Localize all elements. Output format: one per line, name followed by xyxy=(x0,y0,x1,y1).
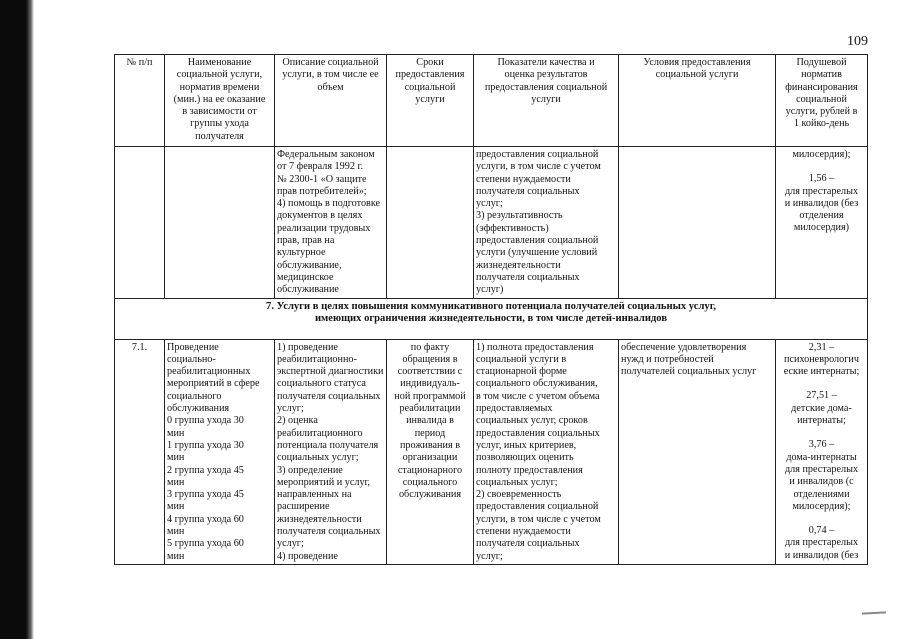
text-line: детские дома- xyxy=(791,402,852,414)
text-line: услуг; xyxy=(476,550,503,562)
text-line: и инвалидов (без xyxy=(784,197,859,209)
text-line: нужд и потребностей xyxy=(621,353,714,365)
text-line: дома-интернаты xyxy=(786,451,857,463)
service-norm-cell xyxy=(776,339,868,564)
text-line: отделения xyxy=(799,210,844,222)
cont-norm-cell xyxy=(776,147,868,299)
text-line: предоставления социальной xyxy=(484,81,608,93)
text-line: предоставления xyxy=(395,69,465,81)
header-terms xyxy=(387,55,474,147)
text-line: и инвалидов (без xyxy=(784,549,859,561)
text-line: обслуживания xyxy=(398,489,462,501)
text-line: 3) результативность xyxy=(476,210,563,222)
text-line xyxy=(778,161,865,173)
text-line: социального xyxy=(167,390,222,402)
text-line: предоставления социальной xyxy=(476,501,599,513)
text-line: социальных услуг, сроков xyxy=(476,415,588,427)
text-line: получателя xyxy=(195,130,244,142)
text-line: проживания в xyxy=(399,439,461,451)
text-line: психоневрологич xyxy=(784,353,859,365)
text-line: услуги, рублей в xyxy=(785,106,858,118)
text-line: милосердия) xyxy=(793,222,850,234)
text-line: предоставления социальной xyxy=(476,149,599,160)
text-line: 1) полнота предоставления xyxy=(476,341,594,353)
section-title xyxy=(115,298,868,339)
text-line: Подушевой xyxy=(796,57,847,68)
text-line: социальных услуг; xyxy=(277,452,359,464)
margin-mark xyxy=(862,611,886,614)
cont-quality-cell xyxy=(474,147,619,299)
text-line: предоставляемых xyxy=(476,403,553,415)
text-line: позволяющих оценить xyxy=(476,452,574,464)
text-line: социального обслуживания, xyxy=(476,378,598,390)
text-line: социальной услуги в xyxy=(476,353,567,365)
text-line: мин xyxy=(167,427,185,439)
text-line: полноту предоставления xyxy=(476,464,583,476)
text-line: экспертной диагностики xyxy=(277,366,384,378)
text-line: степени нуждаемости xyxy=(476,526,571,538)
text-line: культурное xyxy=(277,247,326,259)
text-line xyxy=(778,427,865,439)
text-line: ной программой xyxy=(394,390,466,402)
text-line: социального статуса xyxy=(277,378,366,390)
text-line: социального xyxy=(402,476,458,488)
text-line: получателя социальных xyxy=(277,526,381,538)
service-row-7-1 xyxy=(115,339,868,564)
text-line: мероприятий в сфере xyxy=(167,378,260,390)
text-line: обслуживание xyxy=(277,284,339,296)
text-line: 4 группа ухода 60 xyxy=(167,513,244,525)
text-line: стационарного xyxy=(397,464,463,476)
text-line: жизнедеятельности xyxy=(277,513,362,525)
text-line: 1 группа ухода 30 xyxy=(167,439,244,451)
text-line: имеющих ограничения жизнедеятельности, в том числе детей-инвалидов xyxy=(314,312,668,324)
text-line: направленных на xyxy=(277,489,352,501)
text-line: предоставления социальной xyxy=(476,235,599,247)
text-line: интернаты; xyxy=(797,415,846,427)
text-line: получателя социальных xyxy=(476,271,580,283)
text-line: реабилитационного xyxy=(277,427,363,439)
text-line: социальной xyxy=(404,81,456,93)
text-line: Показатели качества и xyxy=(497,57,595,68)
text-line: милосердия); xyxy=(792,149,851,160)
text-line: соответствии с xyxy=(397,366,463,378)
text-line: услуг; xyxy=(277,538,304,550)
text-line: Наименование xyxy=(187,57,252,68)
text-line: для престарелых xyxy=(784,537,859,549)
text-line: документов в целях xyxy=(277,210,363,222)
service-terms-cell xyxy=(387,339,474,564)
text-line: медицинское xyxy=(277,271,334,283)
scan-dark-edge xyxy=(0,0,34,639)
text-line: реализации трудовых xyxy=(277,222,371,234)
text-line: социальной xyxy=(796,93,847,105)
text-line: обращения в xyxy=(402,353,458,365)
text-line: период xyxy=(414,427,446,439)
text-line xyxy=(778,378,865,390)
text-line: получателя социальных xyxy=(277,390,381,402)
header-norm xyxy=(776,55,868,147)
text-line: и инвалидов (с xyxy=(789,476,854,488)
text-line: услуги, в том числе с учетом xyxy=(476,513,601,525)
text-line: инвалида в xyxy=(406,415,454,427)
table-header-row xyxy=(115,55,868,147)
text-line: Проведение xyxy=(167,341,219,353)
text-line: 4) проведение xyxy=(277,550,338,562)
text-line: 1,56 – xyxy=(808,173,835,185)
text-line: потенциала получателя xyxy=(277,439,379,451)
text-line: социальной услуги xyxy=(655,69,739,81)
text-line xyxy=(778,513,865,525)
cont-description-cell xyxy=(275,147,387,299)
text-line: для престарелых xyxy=(784,185,859,197)
header-number: № п/п xyxy=(115,55,165,147)
text-line: для престарелых xyxy=(784,463,859,475)
text-line: услуг; xyxy=(277,403,304,415)
text-line: услуг; xyxy=(476,198,503,210)
text-line: норматив xyxy=(801,69,842,81)
text-line: услуг) xyxy=(476,284,504,296)
text-line: в зависимости от xyxy=(182,106,257,118)
section-heading-row xyxy=(115,298,868,339)
text-line: расширение xyxy=(277,501,330,513)
text-line: прав, прав на xyxy=(277,235,335,247)
text-line: мин xyxy=(167,501,185,513)
text-line: 5 группа ухода 60 xyxy=(167,538,244,550)
header-description xyxy=(275,55,387,147)
text-line: 3) определение xyxy=(277,464,343,476)
text-line: Федеральным законом xyxy=(277,149,375,160)
text-line: (мин.) на ее оказание xyxy=(173,93,266,105)
text-line: (эффективность) xyxy=(476,222,549,234)
text-line: 27,51 – xyxy=(806,390,837,402)
text-line: 1 койко-день xyxy=(793,118,850,130)
text-line: мин xyxy=(167,550,185,562)
text-line: реабилитации xyxy=(399,403,461,415)
text-line: милосердия); xyxy=(792,500,851,512)
text-line: еские интернаты; xyxy=(783,366,860,378)
text-line: 0,74 – xyxy=(808,525,835,537)
service-number: 7.1. xyxy=(115,339,165,564)
text-line: по факту xyxy=(410,341,450,353)
text-line: 4) помощь в подготовке xyxy=(277,198,381,210)
continuation-row xyxy=(115,147,868,299)
text-line: услуги xyxy=(531,93,561,105)
text-line: 3 группа ухода 45 xyxy=(167,489,244,501)
text-line: социально- xyxy=(167,353,216,365)
text-line: 2 группа ухода 45 xyxy=(167,464,244,476)
text-line: отделениями xyxy=(793,488,850,500)
cont-conditions-cell xyxy=(619,147,776,299)
text-line: получателя социальных xyxy=(476,185,580,197)
text-line: предоставления социальных xyxy=(476,427,600,439)
header-quality xyxy=(474,55,619,147)
text-line: получателя социальных xyxy=(476,538,580,550)
text-line: услуги, в том числе с учетом xyxy=(476,161,601,173)
service-quality-cell xyxy=(474,339,619,564)
text-line: 1) проведение xyxy=(277,341,338,353)
text-line: стационарной форме xyxy=(476,366,567,378)
text-line: обеспечение удовлетворения xyxy=(621,341,747,353)
text-line: 2,31 – xyxy=(808,341,835,353)
text-line: организации xyxy=(402,452,458,464)
text-line: 7. Услуги в целях повышения коммуникативного потенциала получателей социальных услуг, xyxy=(266,300,716,312)
text-line: мин xyxy=(167,526,185,538)
text-line: 3,76 – xyxy=(808,439,835,451)
text-line: услуги, в том числе ее xyxy=(282,69,379,81)
text-line: реабилитационно- xyxy=(277,353,357,365)
service-name-cell xyxy=(165,339,275,564)
page-number: 109 xyxy=(847,34,868,49)
text-line: мин xyxy=(167,452,185,464)
text-line: 2) своевременность xyxy=(476,489,562,501)
text-line: Условия предоставления xyxy=(643,57,751,68)
text-line: группы ухода xyxy=(190,118,249,130)
text-line: жизнедеятельности xyxy=(476,259,561,271)
text-line: норматив времени xyxy=(179,81,260,93)
header-name xyxy=(165,55,275,147)
text-line: Описание социальной xyxy=(282,57,379,68)
text-line: услуги xyxy=(415,93,445,105)
text-line: социальной услуги, xyxy=(176,69,263,81)
text-line: объем xyxy=(317,81,344,93)
cont-name-cell xyxy=(165,147,275,299)
text-line: 0 группа ухода 30 xyxy=(167,415,244,427)
text-line: прав потребителей»; xyxy=(277,185,367,197)
text-line: оценка результатов xyxy=(504,69,588,81)
text-line: реабилитационных xyxy=(167,366,251,378)
text-line: от 7 февраля 1992 г. xyxy=(277,161,364,173)
text-line: индивидуаль- xyxy=(400,378,460,390)
text-line: в том числе с учетом объема xyxy=(476,390,600,402)
text-line: получателей социальных услуг xyxy=(621,366,757,378)
text-line: 2) оценка xyxy=(277,415,318,427)
text-line: социальных услуг; xyxy=(476,476,558,488)
text-line: услуги (улучшение условий xyxy=(476,247,598,259)
cont-terms-cell xyxy=(387,147,474,299)
text-line: обслуживание, xyxy=(277,259,342,271)
header-conditions xyxy=(619,55,776,147)
text-line: обслуживания xyxy=(167,403,230,415)
text-line: Сроки xyxy=(416,57,444,68)
text-line: степени нуждаемости xyxy=(476,173,571,185)
text-line: № 2300-1 «О защите xyxy=(277,173,367,185)
services-table xyxy=(114,54,868,565)
service-conditions-cell xyxy=(619,339,776,564)
cont-number-cell xyxy=(115,147,165,299)
text-line: мероприятий и услуг, xyxy=(277,476,371,488)
text-line: финансирования xyxy=(785,81,858,93)
text-line: мин xyxy=(167,476,185,488)
service-description-cell xyxy=(275,339,387,564)
text-line: услуг, иных критериев, xyxy=(476,439,577,451)
